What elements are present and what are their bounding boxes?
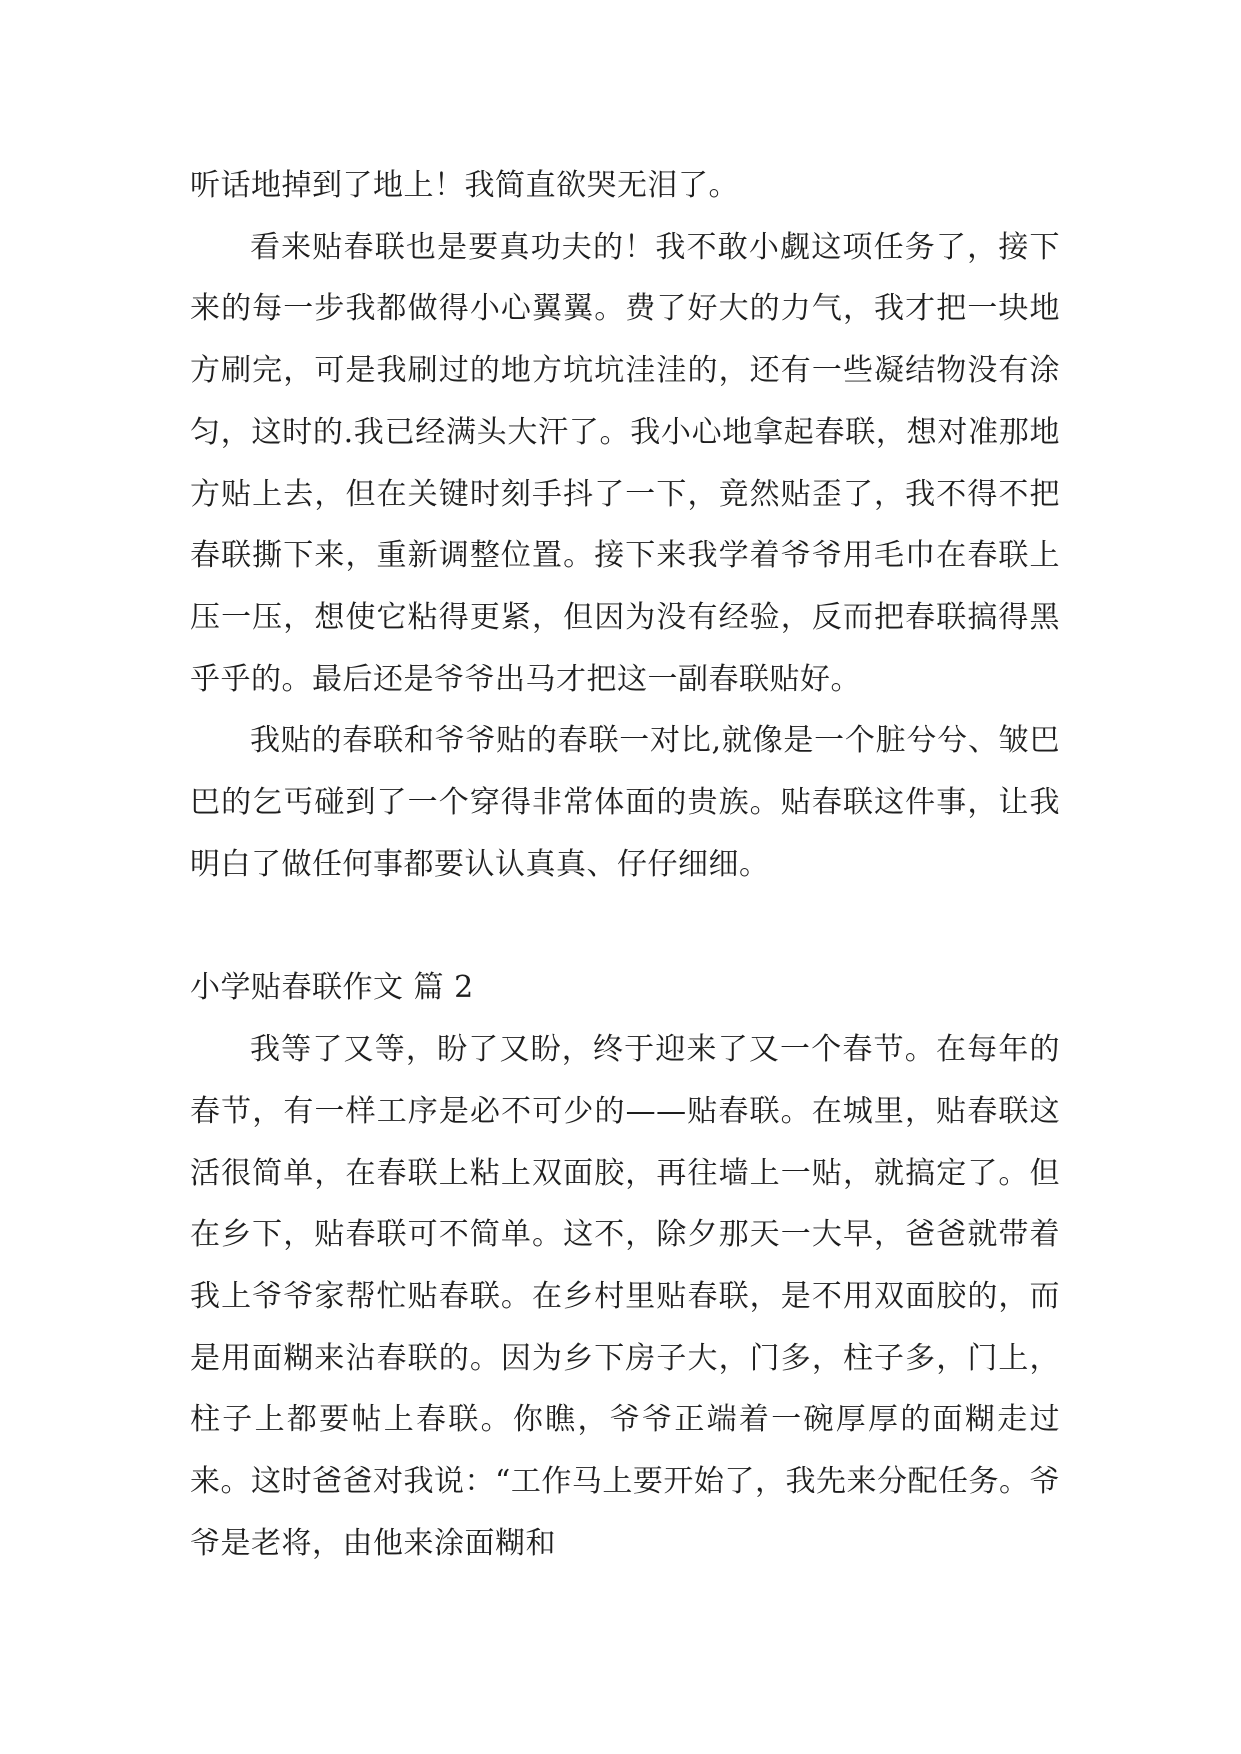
paragraph-continuation: 听话地掉到了地上！我简直欲哭无泪了。 <box>190 168 739 203</box>
paragraph-spring-festival: 我等了又等，盼了又盼，终于迎来了又一个春节。在每年的春节，有一样工序是必不可少的——贴春联。在城里，贴春联这活很简单，在春联上粘上双面胶，再往墙上一贴，就搞定了。但在乡下，贴春联可不简单。这不，除夕那天一大早，爸爸就带着我上爷爷家帮忙贴春联。在乡村里贴春联，是不用双面胶的，而是用面糊来沾春联的。因为乡下房子大，门多，柱子多，门上，柱子上都要帖上春联。你瞧，爷爷正端着一碗厚厚的面糊走过来。这时爸爸对我说：“工作马上要开始了，我先来分配任务。爷爷是老将，由他来涂面糊和 <box>190 1032 1060 1561</box>
paragraph-comparison-lesson: 我贴的春联和爷爷贴的春联一对比,就像是一个脏兮兮、皱巴巴的乞丐碰到了一个穿得非常体面的贵族。贴春联这件事，让我明白了做任何事都要认认真真、仔仔细细。 <box>190 723 1060 882</box>
section-heading: 小学贴春联作文 篇 2 <box>190 970 474 1006</box>
document-body <box>190 155 1060 1574</box>
paragraph-pasting-effort: 看来贴春联也是要真功夫的！我不敢小觑这项任务了，接下来的每一步我都做得小心翼翼。费了好大的力气，我才把一块地方刷完，可是我刷过的地方坑坑洼洼的，还有一些凝结物没有涂匀，这时的.我已经满头大汗了。我小心地拿起春联，想对准那地方贴上去，但在关键时刻手抖了一下，竟然贴歪了，我不得不把春联撕下来，重新调整位置。接下来我学着爷爷用毛巾在春联上压一压，想使它粘得更紧，但因为没有经验，反而把春联搞得黑乎乎的。最后还是爷爷出马才把这一副春联贴好。 <box>190 229 1060 697</box>
